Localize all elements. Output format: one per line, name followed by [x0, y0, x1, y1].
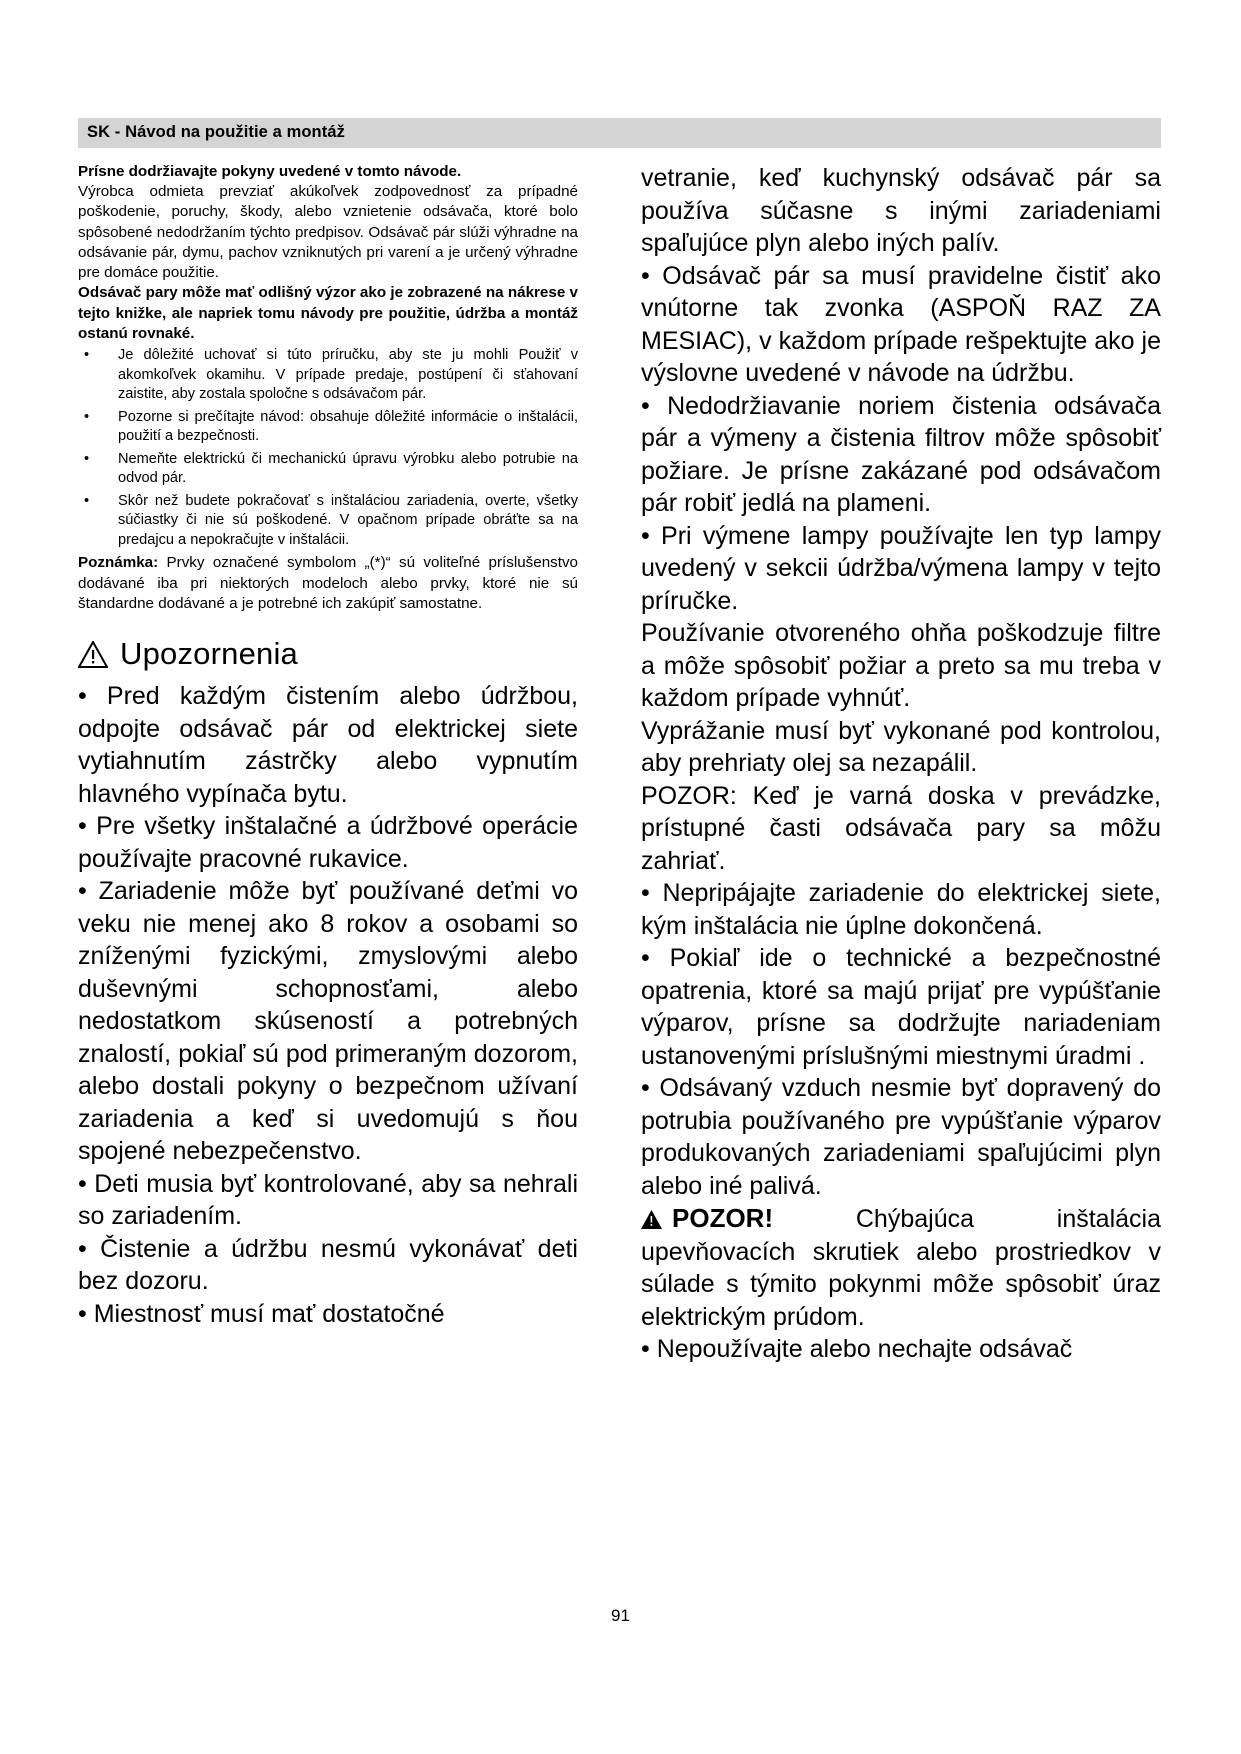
- page-number: 91: [611, 1606, 630, 1625]
- list-item-text: Skôr než budete pokračovať s inštaláciou zariadenia, overte, všetky súčiastky či nie sú poškodené. V opačnom prípade obráťte sa na predajcu a nepokračujte v inštalácii.: [118, 492, 578, 548]
- right-paragraph-1: vetranie, keď kuchynský odsávač pár sa používa súčasne s inými zariadeniami spaľujúce plyn alebo iných palív.: [641, 164, 1161, 257]
- right-paragraph-7: POZOR: Keď je varná doska v prevádzke, prístupné časti odsávača pary sa môžu zahriať.: [641, 781, 1161, 875]
- warning-paragraph-1: • Pred každým čistením alebo údržbou, odpojte odsávač pár od elektrickej siete vytiahnutím zástrčky alebo vypnutím hlavného vypínača bytu.: [78, 682, 578, 808]
- pozor-text: Chýbajúca inštalácia upevňovacích skrutiek alebo prostriedkov v súlade s týmito pokynmi môže spôsobiť úraz elektrickým prúdom.: [641, 1205, 1161, 1331]
- bullet-dot-icon: •: [84, 346, 90, 363]
- list-item: [78, 346, 578, 405]
- intro-bullet-list: [78, 346, 578, 550]
- pozor-label: POZOR!: [672, 1203, 774, 1233]
- warning-paragraph-2: • Pre všetky inštalačné a údržbové operácie používajte pracovné rukavice.: [78, 812, 578, 873]
- right-last-paragraph: • Nepoužívajte alebo nechajte odsávač: [641, 1335, 1073, 1364]
- warning-triangle-icon: [78, 641, 108, 668]
- bullet-dot-icon: •: [84, 492, 90, 509]
- warning-paragraph-6: • Miestnosť musí mať dostatočné: [78, 1299, 445, 1328]
- intro-paragraph: Výrobca odmieta prevziať akúkoľvek zodpovednosť za prípadné poškodenie, poruchy, škody, alebo vznietenie odsávača, ktoré bolo spôsobené nedodržaním týchto predpisov. Odsávač pár slúži výhradne na odsávanie pár, dymu, pachov vzniknutých pri varení a je určený výhradne pre domáce použitie.: [78, 183, 578, 282]
- list-item: [78, 450, 578, 489]
- right-paragraph-8: • Nepripájajte zariadenie do elektrickej siete, kým inštalácia nie úplne dokončená.: [641, 879, 1161, 940]
- left-column: [78, 162, 578, 1330]
- appearance-note-paragraph: Odsávač pary môže mať odlišný výzor ako je zobrazené na nákrese v tejto knižke, ale napriek tomu návody pre použitie, údržba a montáž ostanú rovnaké.: [78, 284, 578, 342]
- note-text: Prvky označené symbolom „(*)“ sú voliteľné príslušenstvo dodávané iba pri niektorých modeloch alebo prvky, ktoré nie sú štandardne dodávané a je potrebné ich zakúpiť samostatne.: [78, 554, 578, 612]
- bullet-dot-icon: •: [84, 408, 90, 425]
- right-paragraph-3: • Nedodržiavanie noriem čistenia odsávača pár a výmeny a čistenia filtrov môže spôsobiť požiare. Je prísne zakázané pod odsávačom pár robiť jedlá na plameni.: [641, 391, 1161, 517]
- note-label: Poznámka:: [78, 554, 159, 572]
- warning-paragraph-5: • Čistenie a údržbu nesmú vykonávať deti bez dozoru.: [78, 1234, 578, 1296]
- right-paragraph-6: Vyprážanie musí byť vykonané pod kontrolou, aby prehriaty olej sa nezapálil.: [641, 716, 1161, 777]
- warnings-heading: [78, 636, 578, 672]
- warning-triangle-filled-icon: [641, 1205, 662, 1224]
- warning-paragraph-4: • Deti musia byť kontrolované, aby sa nehrali so zariadením.: [78, 1169, 578, 1231]
- list-item-text: Nemeňte elektrickú či mechanickú úpravu výrobku alebo potrubie na odvod pár.: [118, 450, 578, 487]
- section-header-bar: [78, 118, 1161, 148]
- intro-bold-line: Prísne dodržiavajte pokyny uvedené v tomto návode.: [78, 163, 462, 180]
- right-paragraph-5: Používanie otvoreného ohňa poškodzuje filtre a môže spôsobiť požiar a preto sa mu treba v každom prípade vyhnúť.: [641, 619, 1161, 712]
- list-item-text: Pozorne si prečítajte návod: obsahuje dôležité informácie o inštalácii, použití a bezpečnosti.: [118, 408, 578, 445]
- note-paragraph: [78, 553, 578, 614]
- right-paragraph-2: • Odsávač pár sa musí pravidelne čistiť ako vnútorne tak zvonka (ASPOŇ RAZ ZA MESIAC), v každom prípade rešpektujte ako je výslovne uvedené v návode na údržbu.: [641, 261, 1161, 387]
- warnings-heading-text: Upozornenia: [120, 636, 298, 672]
- pozor-warning-paragraph: [641, 1202, 1161, 1333]
- right-paragraph-9: • Pokiaľ ide o technické a bezpečnostné opatrenia, ktoré sa majú prijať pre vypúšťanie výparov, prísne sa dodržujte nariadeniam ustanovenými príslušnými miestnymi úradmi .: [641, 944, 1161, 1070]
- bullet-dot-icon: •: [84, 450, 90, 467]
- list-item-text: Je dôležité uchovať si túto príručku, aby ste ju mohli Použiť v akomkoľvek okamihu. V prípade predaje, postúpení či sťahovaní zaistite, aby zostala spoločne s odsávačom pár.: [118, 346, 578, 403]
- right-paragraph-10: • Odsávaný vzduch nesmie byť dopravený do potrubia používaného pre vypúšťanie výparov produkovaných zariadeniami spaľujúcimi plyn alebo iné palivá.: [641, 1074, 1161, 1200]
- section-header-title: SK - Návod na použitie a montáž: [87, 123, 345, 141]
- right-column: [641, 162, 1161, 1366]
- warning-paragraph-3: • Zariadenie môže byť používané deťmi vo veku nie menej ako 8 rokov a osobami so zníženými fyzickými, zmyslovými alebo duševnými schopnosťami, alebo nedostatkom skúseností a potrebných znalostí, pokiaľ sú pod primeraným dozorom, alebo dostali pokyny o bezpečnom užívaní zariadenia a keď si uvedomujú s ňou spojené nebezpečenstvo.: [78, 877, 578, 1166]
- list-item: [78, 408, 578, 447]
- right-paragraph-4: • Pri výmene lampy používajte len typ lampy uvedený v sekcii údržba/výmena lampy v tejto príručke.: [641, 521, 1161, 615]
- list-item: [78, 492, 578, 551]
